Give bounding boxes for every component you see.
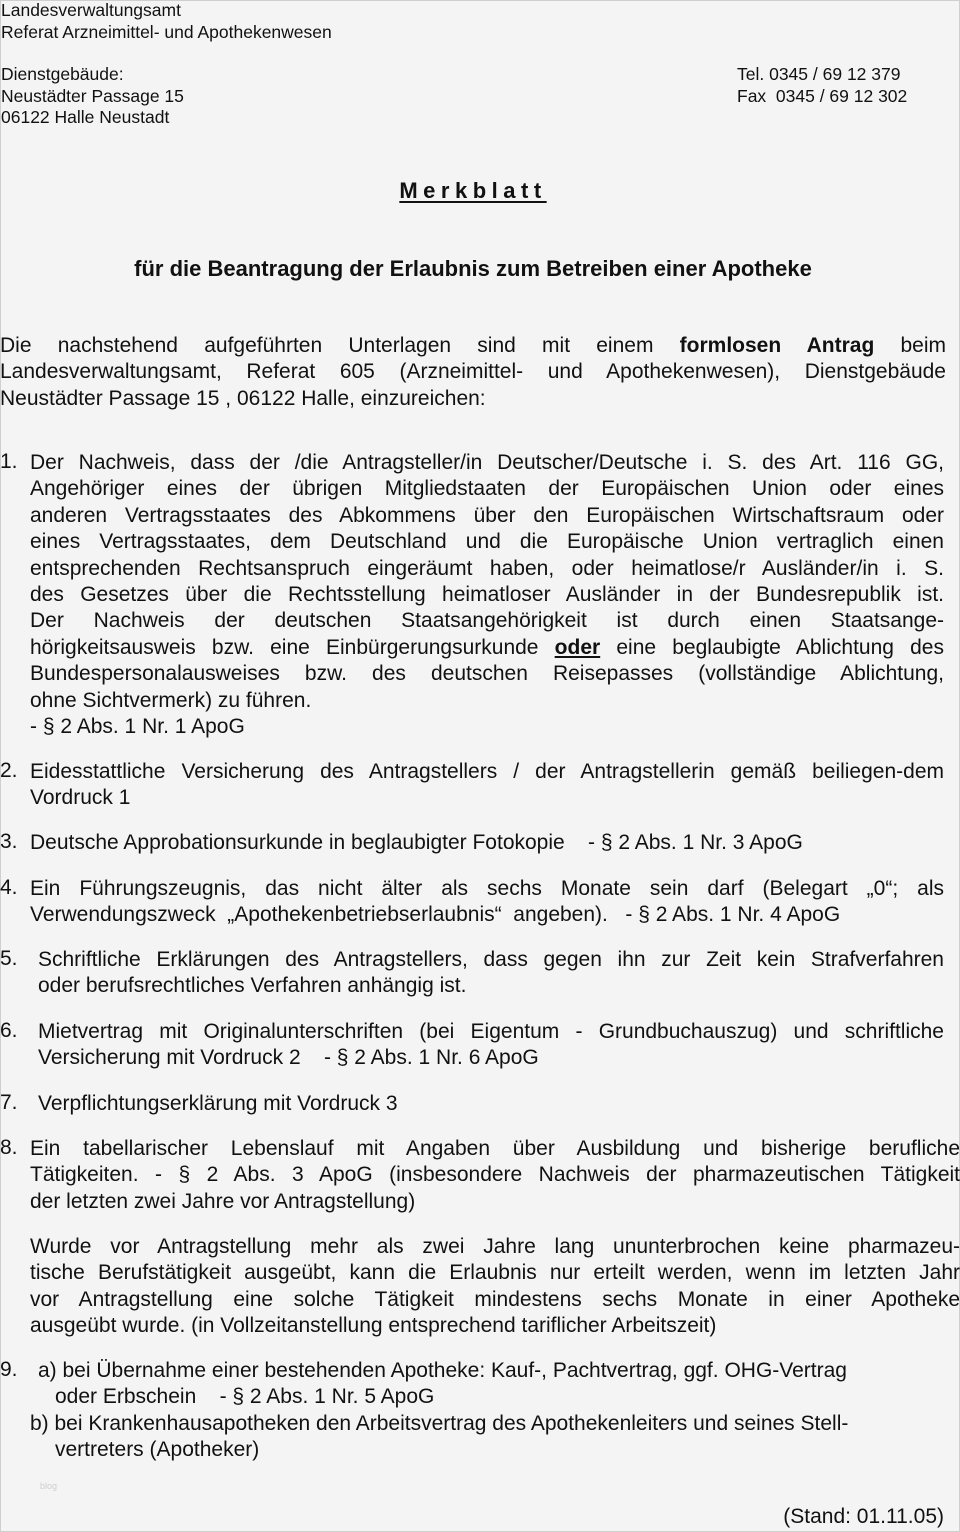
text-line (38, 1358, 944, 1384)
text-segment: Tätigkeiten. - § 2 Abs. 3 ApoG (insbesondere Nachweis der pharmazeutischen Tätigkeit (30, 1163, 960, 1187)
text-segment: ausgeübt wurde. (in Vollzeitanstellung entsprechend tariflicher Arbeitszeit) (30, 1314, 717, 1338)
text-segment: vertreters (Apotheker) (55, 1438, 260, 1462)
text-line (30, 529, 944, 555)
text-segment: Angehöriger eines der übrigen Mitgliedstaaten der Europäischen Union oder eines (30, 477, 944, 501)
text-segment: eines Vertragsstaates, dem Deutschland und die Europäische Union vertraglich einen (30, 530, 944, 554)
header-fax: Fax 0345 / 69 12 302 (737, 85, 908, 106)
list-item (0, 947, 960, 1000)
text-segment: beim (874, 334, 947, 357)
header-department: Referat Arzneimittel- und Apothekenwesen (1, 21, 332, 42)
text-line (30, 1162, 960, 1188)
text-segment: des Gesetzes über die Rechtsstellung heimatloser Ausländer in der Bundesrepublik ist. (30, 582, 944, 606)
list-item-number: 8. (0, 1136, 18, 1159)
text-segment: hörigkeitsausweis bzw. eine Einbürgerungsurkunde (30, 635, 555, 659)
text-line (55, 1384, 944, 1410)
text-segment: oder berufsrechtliches Verfahren anhängig ist. (38, 974, 467, 998)
list-item (0, 759, 960, 812)
text-segment: b) bei Krankenhausapotheken den Arbeitsvertrag des Apothekenleiters und seines Stell- (30, 1411, 849, 1435)
text-segment: Der Nachweis der deutschen Staatsangehörigkeit ist durch einen Staatsange- (30, 609, 944, 633)
text-line (30, 556, 944, 582)
text-segment: Eidesstattliche Versicherung des Antragstellers / der Antragstellerin gemäß beiliegen-dem (30, 760, 944, 783)
list-item-number: 1. (0, 450, 18, 473)
text-segment: - § 2 Abs. 1 Nr. 1 ApoG (30, 714, 245, 738)
list-item-number: 6. (0, 1019, 18, 1042)
emphasis-text: formlosen Antrag (679, 334, 875, 357)
stand-date: (Stand: 01.11.05) (783, 1505, 944, 1528)
text-segment: Versicherung mit Vordruck 2 - § 2 Abs. 1 Nr. 6 ApoG (38, 1046, 539, 1070)
text-line (0, 333, 946, 359)
text-line (0, 359, 946, 385)
text-segment: Landesverwaltungsamt, Referat 605 (Arzneimittel- und Apothekenwesen), Dienstgebäude (0, 360, 946, 384)
list-item-number: 5. (0, 947, 18, 970)
list-item-number: 7. (0, 1091, 18, 1114)
text-segment: Verpflichtungserklärung mit Vordruck 3 (38, 1092, 398, 1115)
text-line (30, 1260, 960, 1286)
text-line (30, 661, 944, 687)
text-line (30, 1287, 960, 1313)
text-line (30, 1189, 960, 1215)
text-line (30, 876, 944, 902)
text-line (38, 1045, 944, 1071)
text-segment: Wurde vor Antragstellung mehr als zwei Jahre lang ununterbrochen keine pharmazeu- (30, 1235, 960, 1258)
text-line (38, 947, 944, 973)
text-line (55, 1437, 944, 1463)
list-item-number: 2. (0, 759, 18, 782)
list-item-number: 4. (0, 876, 18, 899)
list-item (0, 1358, 960, 1464)
document-subtitle: für die Beantragung der Erlaubnis zum Betreiben einer Apotheke (134, 256, 812, 281)
text-segment: Deutsche Approbationsurkunde in beglaubigter Fotokopie - § 2 Abs. 1 Nr. 3 ApoG (30, 831, 803, 854)
text-segment: Verwendungszweck „Apothekenbetriebserlaubnis“ angeben). - § 2 Abs. 1 Nr. 4 ApoG (30, 903, 841, 927)
list-item (0, 1019, 960, 1072)
text-line (38, 1091, 944, 1117)
list-item (0, 830, 960, 856)
watermark: blog (40, 1481, 58, 1491)
text-line (30, 450, 944, 476)
header-city: 06122 Halle Neustadt (1, 107, 170, 127)
text-line (30, 608, 944, 634)
text-segment: Vordruck 1 (30, 786, 131, 810)
emphasis-text: oder (554, 635, 601, 659)
text-line (30, 635, 944, 661)
text-segment: Mietvertrag mit Originalunterschriften (bei Eigentum - Grundbuchauszug) und schriftliche (38, 1020, 944, 1043)
text-line (30, 476, 944, 502)
text-line (30, 759, 944, 785)
text-line (30, 1234, 960, 1260)
text-segment: anderen Vertragsstaates des Abkommens über den Europäischen Wirtschaftsraum oder (30, 503, 944, 527)
text-line (30, 1136, 960, 1162)
header-org: Landesverwaltungsamt (1, 0, 181, 20)
text-line (38, 973, 944, 999)
text-segment: tische Berufstätigkeit ausgeübt, kann die Erlaubnis nur erteilt werden, wenn im letzten Jahr (30, 1261, 960, 1285)
text-line (30, 1411, 944, 1437)
list-item (0, 450, 960, 740)
text-segment: eine beglaubigte Ablichtung des (600, 635, 944, 659)
list-item (0, 1136, 960, 1215)
text-segment: Ein tabellarischer Lebenslauf mit Angaben über Ausbildung und bisherige berufliche (30, 1137, 960, 1160)
header-tel: Tel. 0345 / 69 12 379 (737, 64, 901, 84)
text-line (30, 785, 944, 811)
list-item-number: 9. (0, 1358, 18, 1381)
text-line (30, 902, 944, 928)
text-line (30, 714, 944, 740)
text-segment: a) bei Übernahme einer bestehenden Apotheke: Kauf-, Pachtvertrag, ggf. OHG-Vertrag (38, 1359, 847, 1382)
text-line (30, 688, 944, 714)
list-item-note (0, 1234, 960, 1340)
intro-paragraph (0, 333, 960, 412)
text-segment: Schriftliche Erklärungen des Antragstellers, dass gegen ihn zur Zeit kein Strafverfahren (38, 948, 944, 971)
text-segment: vor Antragstellung eine solche Tätigkeit mindestens sechs Monate in einer Apotheke (30, 1287, 960, 1311)
text-segment: entsprechenden Rechtsanspruch eingeräumt haben, oder heimatlose/r Ausländer/in i. S. (30, 556, 944, 580)
text-segment: Ein Führungszeugnis, das nicht älter als sechs Monate sein darf (Belegart „0“; als (30, 877, 944, 900)
text-segment: Die nachstehend aufgeführten Unterlagen sind mit einem (0, 334, 680, 357)
header-street: Neustädter Passage 15 (1, 85, 184, 106)
text-segment: oder Erbschein - § 2 Abs. 1 Nr. 5 ApoG (55, 1385, 435, 1409)
list-item (0, 876, 960, 929)
text-segment: Neustädter Passage 15 , 06122 Halle, einzureichen: (0, 386, 486, 410)
text-line (30, 1313, 960, 1339)
text-segment: ohne Sichtvermerk) zu führen. (30, 688, 312, 712)
text-line (30, 830, 944, 856)
text-segment: der letzten zwei Jahre vor Antragstellung) (30, 1189, 416, 1213)
text-line (30, 582, 944, 608)
list-item (0, 1091, 960, 1117)
list-item-number: 3. (0, 830, 18, 853)
document-title: Merkblatt (399, 178, 547, 203)
header-building-label: Dienstgebäude: (1, 64, 124, 84)
text-segment: Der Nachweis, dass der /die Antragsteller/in Deutscher/Deutsche i. S. des Art. 116 GG, (30, 451, 944, 474)
text-line (30, 503, 944, 529)
text-segment: Bundespersonalausweises bzw. des deutschen Reisepasses (vollständige Ablichtung, (30, 662, 944, 686)
text-line (0, 386, 946, 412)
text-line (38, 1019, 944, 1045)
